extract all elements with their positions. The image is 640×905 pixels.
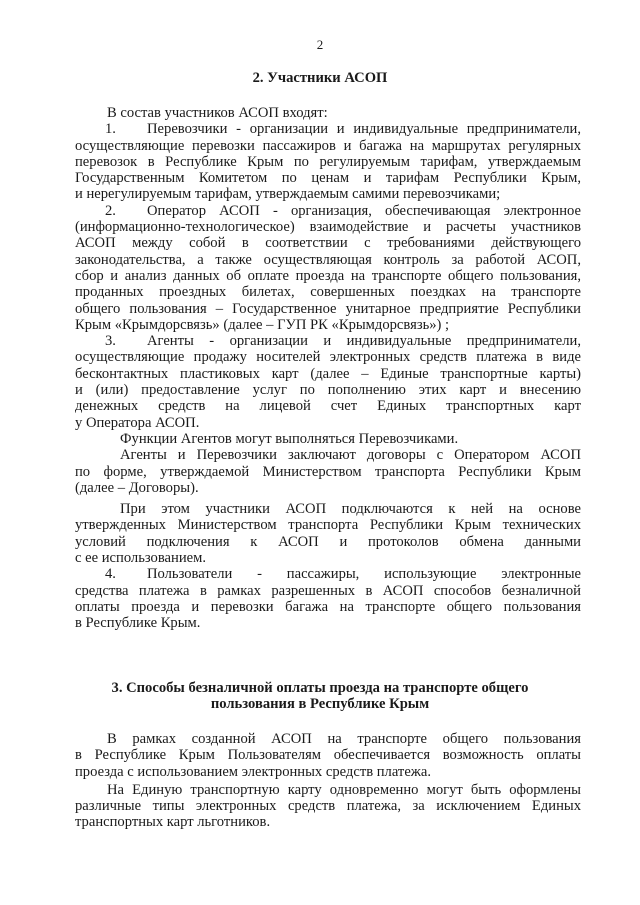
section-2-title: 2. Участники АСОП	[252, 70, 388, 86]
item-3-line: денежных средств на лицевой счет Единых транспортных карт	[75, 398, 581, 415]
section-3-title-line: пользования в Республике Крым	[210, 696, 430, 713]
contracts-paragraph	[75, 447, 581, 496]
item-4-line: средства платежа в рамках разрешенных в АСОП способов безналичной	[75, 582, 581, 599]
section-3-p2-line: различные типы электронных средств платежа, за исключением Единых	[75, 798, 581, 815]
item-1-line: осуществляющие перевозки пассажиров и багажа на маршрутах регулярных	[75, 137, 581, 154]
connect-paragraph	[75, 501, 581, 566]
participant-item-2	[75, 203, 581, 333]
intro-text: В состав участников АСОП входят:	[107, 105, 328, 121]
connect-line: При этом участники АСОП подключаются к ней на основе	[120, 501, 581, 518]
section-3-paragraph-2	[75, 782, 581, 831]
item-3-line: Агенты - организации и индивидуальные предприниматели,	[147, 333, 581, 350]
section-3-p2-line: транспортных карт льготников.	[75, 814, 271, 831]
connect-line: условий подключения к АСОП и протоколов обмена данными	[75, 533, 581, 550]
item-3-number: 3.	[105, 333, 116, 350]
contracts-line: (далее – Договоры).	[75, 479, 199, 496]
item-4-number: 4.	[105, 566, 116, 583]
item-2-line: (информационно-технологическое) взаимодействие и расчеты участников	[75, 219, 581, 236]
item-1-number: 1.	[105, 121, 116, 138]
contracts-line: Агенты и Перевозчики заключают договоры с Оператором АСОП	[120, 447, 581, 464]
item-4-line: в Республике Крым.	[75, 615, 201, 632]
item-3-line: бесконтактных пластиковых карт (далее – Единые транспортные карты)	[75, 365, 581, 382]
item-2-line: проданных проездных билетах, совершенных поездках на транспорте	[75, 284, 581, 301]
section-2-body	[75, 105, 581, 632]
item-2-line: сбор и анализ данных об оплате проезда на транспорте общего пользования,	[75, 267, 581, 284]
participant-item-4	[75, 566, 581, 631]
section-3-p2-line: На Единую транспортную карту одновременно могут быть оформлены	[107, 781, 581, 798]
section-3-p1-line: В рамках созданной АСОП на транспорте общего пользования	[107, 731, 581, 747]
item-4-line: оплаты проезда и перевозки багажа на транспорте общего пользования	[75, 598, 581, 615]
section-3-body	[75, 731, 581, 831]
section-3-title-line: 3. Способы безналичной оплаты проезда на транспорте общего	[111, 680, 529, 696]
connect-line: с ее использованием.	[75, 550, 207, 567]
item-1-line: и нерегулируемым тарифам, утверждаемым самими перевозчиками;	[75, 186, 501, 203]
item-3-line: осуществляющие продажу носителей электронных средств платежа в виде	[75, 349, 581, 366]
item-4-line: Пользователи - пассажиры, использующие электронные	[147, 566, 581, 583]
item-2-line: АСОП между собой в соответствии с требованиями действующего	[75, 235, 581, 252]
item-2-number: 2.	[105, 202, 116, 219]
item-2-line: Крым «Крымдорсвязь» (далее – ГУП РК «Крымдорсвязь») ;	[75, 316, 450, 333]
item-2-line: Оператор АСОП - организация, обеспечивающая электронное	[147, 202, 581, 219]
section-3-title	[60, 680, 580, 713]
item-1-line: Перевозчики - организации и индивидуальные предприниматели,	[147, 121, 581, 138]
item-3-line: и (или) предоставление услуг по пополнению этих карт и внесению	[75, 382, 581, 399]
item-2-line: общего пользования – Государственное унитарное предприятие Республики	[75, 300, 581, 317]
page-number: 2	[316, 37, 324, 52]
connect-line: утвержденных Министерством транспорта Республики Крым технических	[75, 517, 581, 534]
item-3-line: у Оператора АСОП.	[75, 414, 200, 431]
item-1-line: Государственным Комитетом по ценам и тарифам Республики Крым,	[75, 170, 581, 187]
section-3-p1-line: в Республике Крым Пользователям обеспечивается возможность оплаты	[75, 747, 581, 764]
section-3-paragraph-1	[75, 731, 581, 780]
item-2-line: законодательства, а также осуществляющая контроль за работой АСОП,	[75, 251, 581, 268]
participant-item-3	[75, 333, 581, 431]
section-3-p1-line: проезда с использованием электронных средств платежа.	[75, 763, 432, 780]
contracts-line: по форме, утверждаемой Министерством транспорта Республики Крым	[75, 463, 581, 480]
participant-item-1	[75, 121, 581, 202]
item-1-line: перевозок в Республике Крым по регулируемым тарифам, утверждаемым	[75, 153, 581, 170]
agents-function-text: Функции Агентов могут выполняться Перевозчиками.	[120, 430, 459, 447]
